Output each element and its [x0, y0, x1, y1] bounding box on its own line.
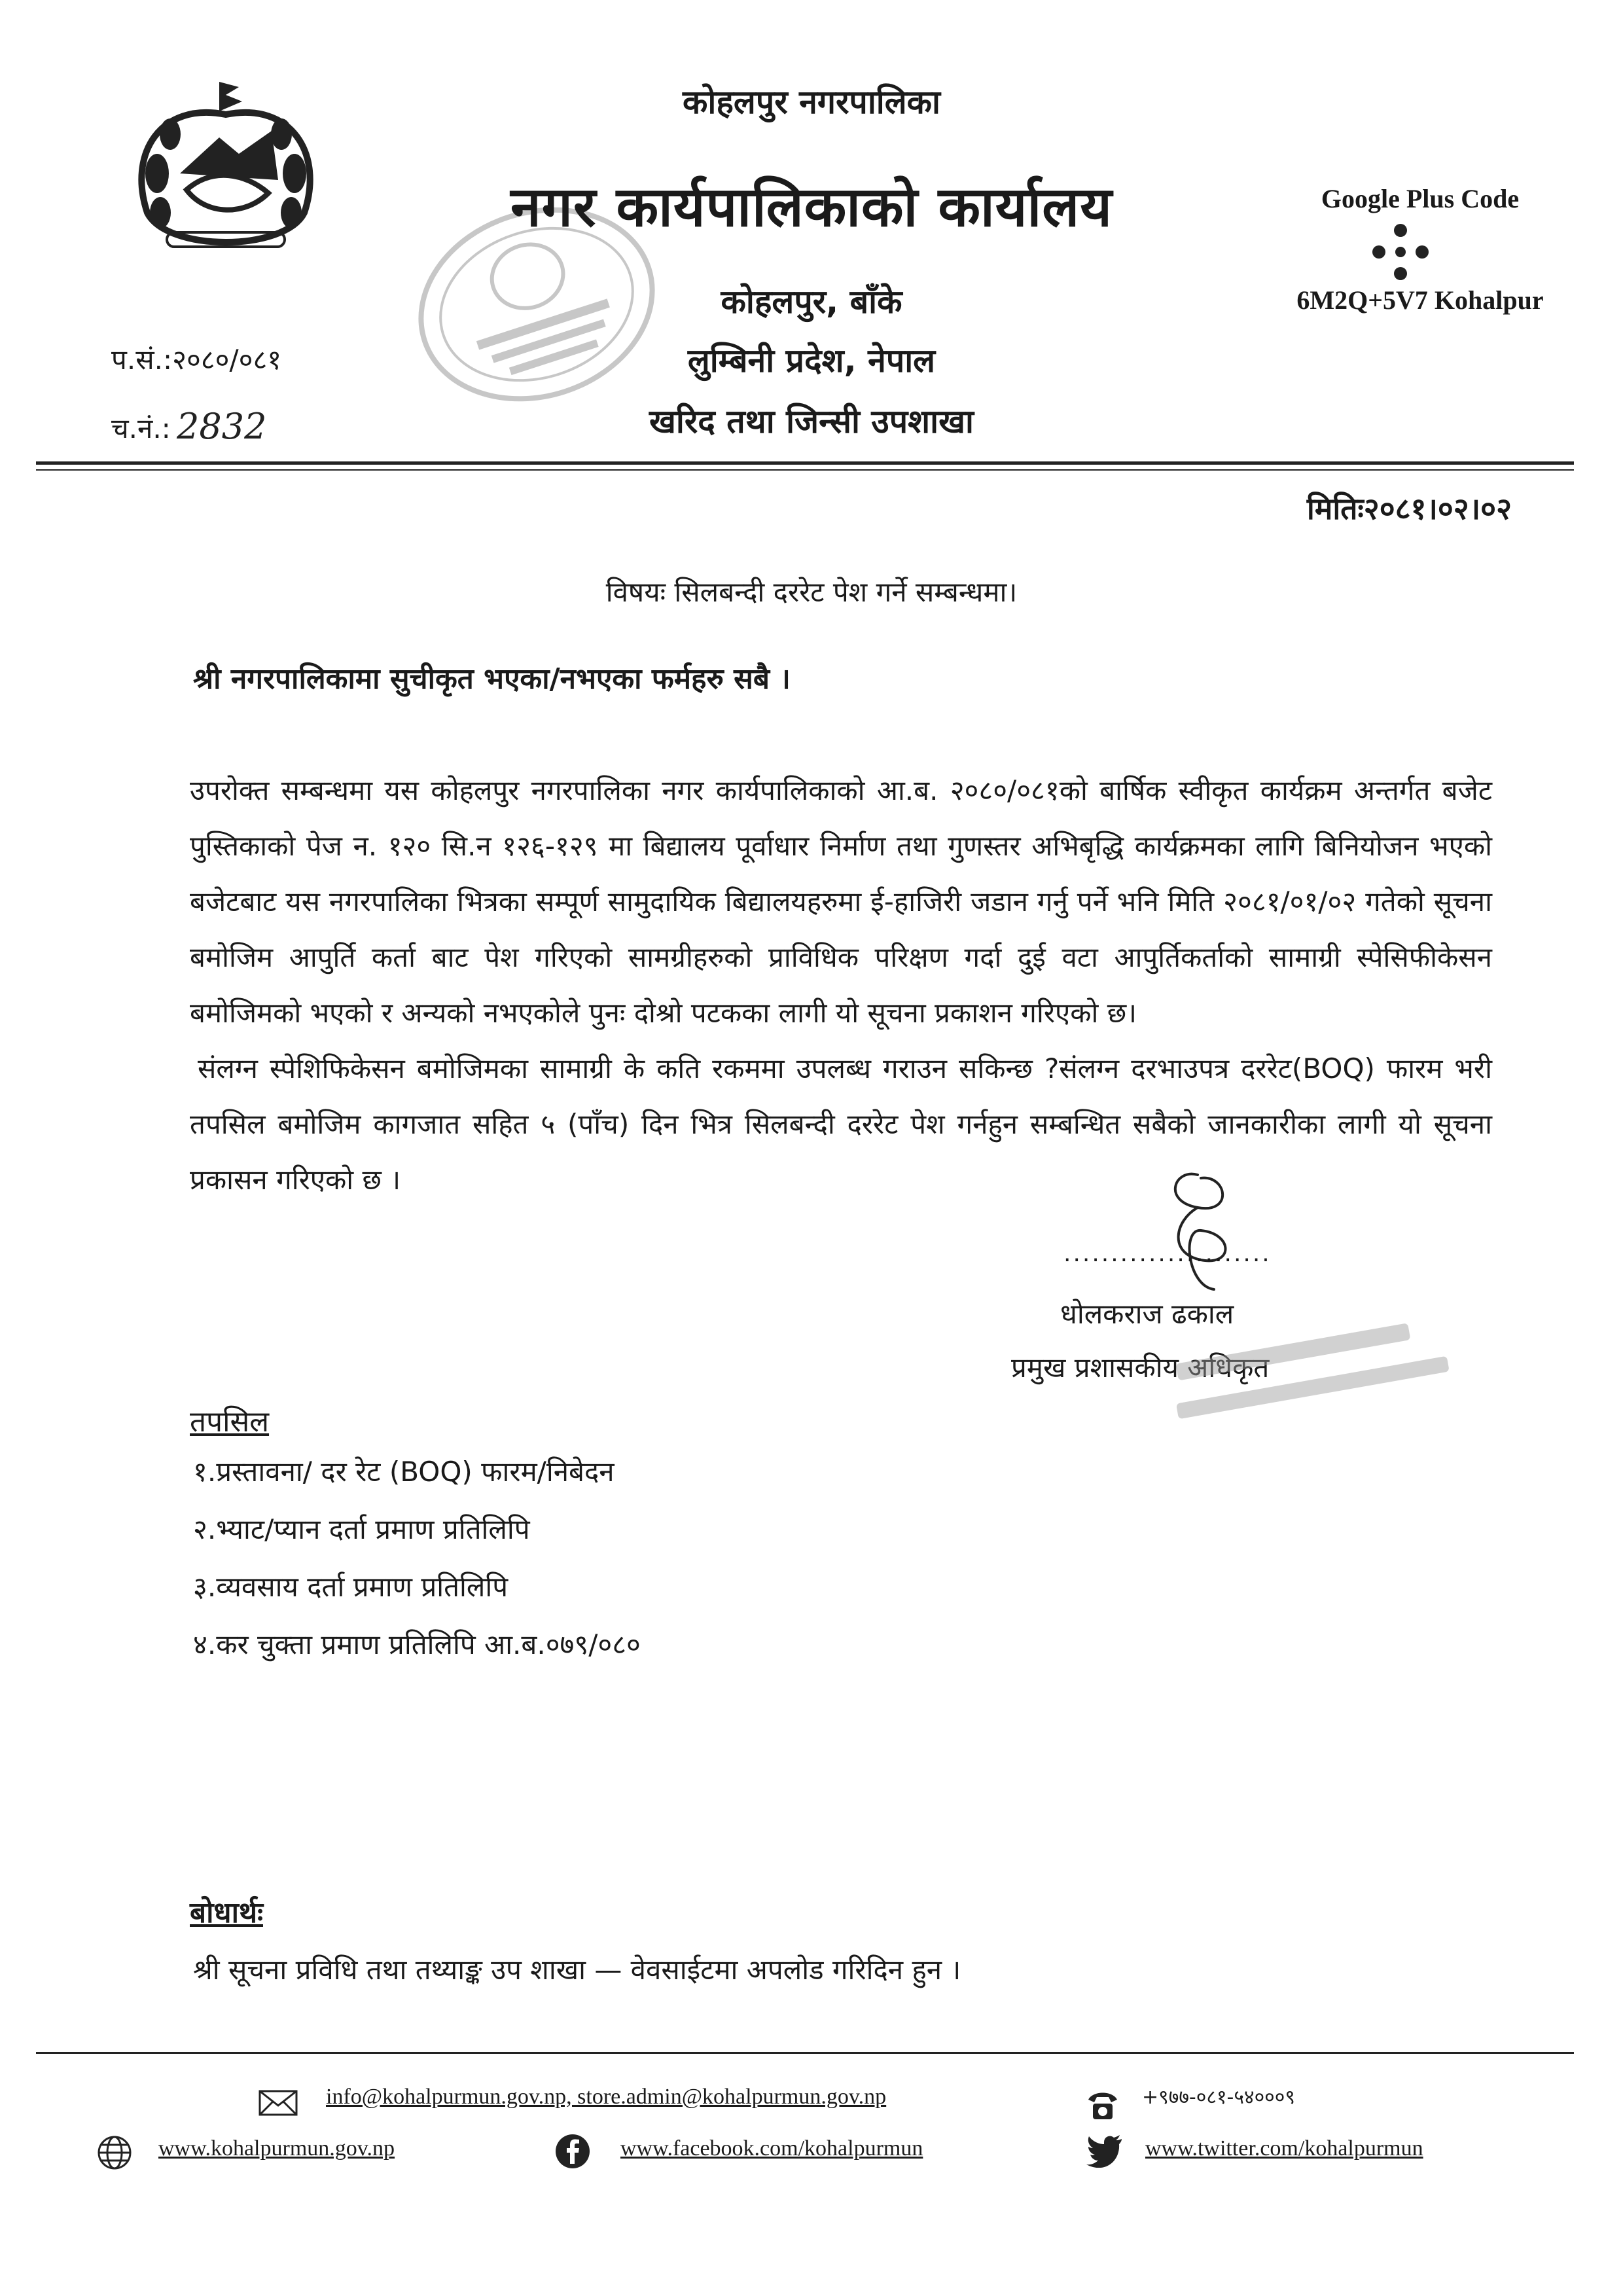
list-item: २.भ्याट/प्यान दर्ता प्रमाण प्रतिलिपि	[193, 1513, 530, 1545]
google-plus-code-value: 6M2Q+5V7 Kohalpur	[1296, 285, 1544, 315]
tapsil-heading: तपसिल	[190, 1405, 270, 1439]
header-divider-thin	[36, 469, 1574, 471]
signatory-title: प्रमुख प्रशासकीय अधिकृत	[1011, 1352, 1270, 1384]
municipality-name: कोहलपुर नगरपालिका	[683, 83, 940, 121]
office-title: नगर कार्यपालिकाको कार्यालय	[510, 175, 1113, 239]
signature-line: ......................	[1063, 1240, 1272, 1267]
tapsil-list	[193, 1443, 641, 1674]
footer-phone: +९७७-०८१-५४०००९	[1142, 2086, 1295, 2109]
handwritten-signature-icon	[1135, 1162, 1260, 1293]
plus-code-icon	[1371, 223, 1430, 281]
dispatch-number-label: च.नं.:	[111, 412, 171, 444]
dispatch-number-handwritten: 2832	[177, 406, 267, 447]
body-paragraph-2: संलग्न स्पेशिफिकेसन बमोजिमका सामाग्री के कति रकममा उपलब्ध गराउन सकिन्छ ?संलग्न दरभाउपत्र दररेट(BOQ) फारम भरी तपसिल बमोजिम कागजात सहित ५ (पाँच) दिन भित्र सिलबन्दी दररेट पेश गर्नहुन सम्बन्धित सबैको जानकारीका लागी यो सूचना प्रकासन गरिएको छ ।	[190, 1052, 1492, 1196]
bodhartha-heading: बोधार्थः	[190, 1896, 263, 1929]
letter-body	[190, 762, 1492, 1208]
letter-salutation: श्री नगरपालिकामा सुचीकृत भएका/नभएका फर्महरु सबै ।	[193, 662, 791, 696]
reference-number: प.सं.:२०८०/०८१	[111, 344, 282, 376]
footer-divider	[36, 2052, 1574, 2054]
list-item: ४.कर चुक्ता प्रमाण प्रतिलिपि आ.ब.०७९/०८०	[193, 1628, 641, 1660]
letter-date: मितिः२०८१।०२।०२	[1306, 491, 1512, 526]
twitter-icon	[1086, 2135, 1123, 2168]
footer-email-link[interactable]: info@kohalpurmun.gov.np, store.admin@kohalpurmun.gov.np	[326, 2085, 887, 2109]
telephone-icon	[1086, 2089, 1119, 2121]
facebook-icon	[555, 2134, 590, 2169]
footer-facebook-link[interactable]: www.facebook.com/kohalpurmun	[620, 2136, 923, 2161]
footer-website-link[interactable]: www.kohalpurmun.gov.np	[158, 2136, 395, 2161]
list-item: ३.व्यवसाय दर्ता प्रमाण प्रतिलिपि	[193, 1571, 508, 1603]
letter-subject: विषयः सिलबन्दी दररेट पेश गर्ने सम्बन्धमा।	[605, 576, 1018, 608]
globe-icon	[97, 2135, 132, 2170]
footer-twitter-link[interactable]: www.twitter.com/kohalpurmun	[1145, 2136, 1423, 2161]
officer-stamp-icon	[1152, 1299, 1492, 1430]
office-location: कोहलपुर, बाँके	[721, 283, 902, 321]
signatory-name: धोलकराज ढकाल	[1060, 1298, 1234, 1330]
envelope-icon	[259, 2090, 298, 2116]
province-name: लुम्बिनी प्रदेश, नेपाल	[687, 342, 936, 380]
list-item: १.प्रस्तावना/ दर रेट (BOQ) फारम/निबेदन	[193, 1456, 615, 1488]
header-divider	[36, 461, 1574, 465]
section-name: खरिद तथा जिन्सी उपशाखा	[649, 403, 974, 440]
bodhartha-text: श्री सूचना प्रविधि तथा तथ्याङ्क उप शाखा — वेवसाईटमा अपलोड गरिदिन हुन ।	[193, 1954, 961, 1986]
google-plus-code-title: Google Plus Code	[1321, 184, 1520, 213]
body-paragraph-1: उपरोक्त सम्बन्धमा यस कोहलपुर नगरपालिका नगर कार्यपालिकाको आ.ब. २०८०/०८१को बार्षिक स्वीकृत कार्यक्रम अन्तर्गत बजेट पुस्तिकाको पेज न. १२० सि.न १२६-१२९ मा बिद्यालय पूर्वाधार निर्माण तथा गुणस्तर अभिबृद्धि कार्यक्रमका लागि बिनियोजन भएको बजेटबाट यस नगरपालिका भित्रका सम्पूर्ण सामुदायिक बिद्यालयहरुमा ई-हाजिरी जडान गर्नु पर्ने भनि मिति २०८१/०१/०२ गतेको सूचना बमोजिम आपुर्ति कर्ता बाट पेश गरिएको सामग्रीहरुको प्राविधिक परिक्षण गर्दा दुई वटा आपुर्तिकर्ताको सामाग्री स्पेसिफीकेसन बमोजिमको भएको र अन्यको नभएकोले पुनः दोश्रो पटकका लागी यो सूचना प्रकाशन गरिएको छ।	[190, 774, 1492, 1029]
